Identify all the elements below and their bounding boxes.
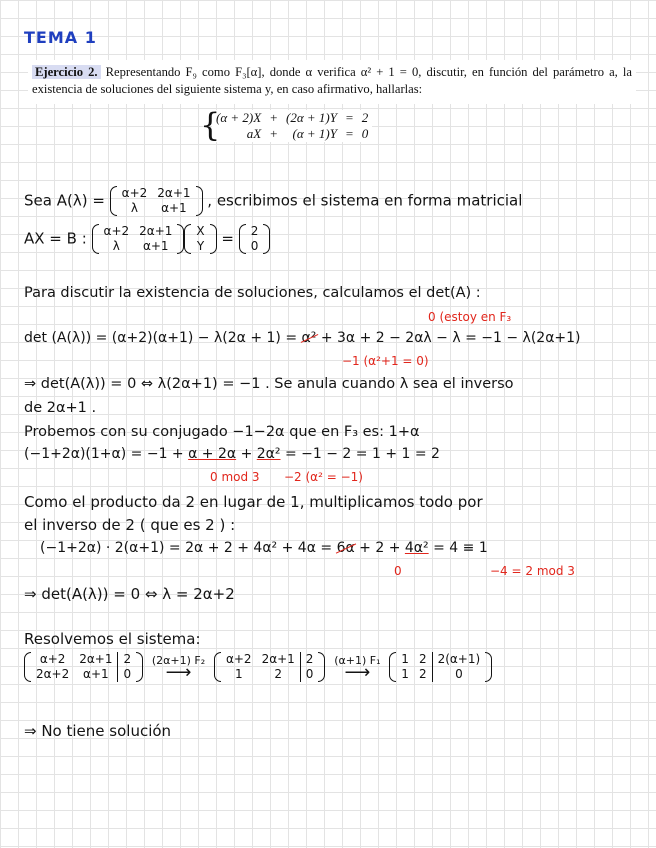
- matrix-cell: α+2: [39, 652, 66, 666]
- page-title: TEMA 1: [24, 28, 97, 47]
- matrix-cell: 2α+1: [261, 652, 295, 666]
- note-line-8: [24, 446, 440, 462]
- note-text: , escribimos el sistema en forma matricial: [207, 191, 523, 210]
- matrix-cell: 1: [401, 667, 409, 681]
- matrix-cell: 0: [118, 667, 136, 682]
- note-red-1: 0 (estoy en F₃: [428, 310, 512, 324]
- note-text: + 3α + 2 − 2αλ − λ = −1 − λ(2α+1): [320, 330, 581, 346]
- system-cell: 2: [361, 110, 369, 125]
- matrix-cell: 0: [300, 667, 318, 682]
- note-line-14: ⇒ No tiene solución: [24, 722, 172, 740]
- note-line-6: de 2α+1 .: [24, 400, 97, 416]
- matrix-cell: 2: [118, 652, 136, 667]
- note-text: AX = B :: [24, 229, 87, 248]
- note-text: det (A(λ)) = (α+2)(α+1) − λ(2α + 1) =: [24, 330, 298, 346]
- note-line-7: Probemos con su conjugado −1−2α que en F₃ es: 1+α: [24, 424, 420, 440]
- system-cell: +: [269, 126, 278, 141]
- note-line-5: ⇒ det(A(λ)) = 0 ⇔ λ(2α+1) = −1 . Se anula cuando λ sea el inverso: [24, 376, 514, 392]
- matrix-cell: α+1: [142, 239, 169, 253]
- system-cell: +: [269, 110, 278, 125]
- note-red-4: −2 (α² = −1): [284, 470, 363, 484]
- note-line-9: Como el producto da 2 en lugar de 1, multiplicamos todo por: [24, 493, 483, 511]
- equals-sign: =: [221, 229, 234, 248]
- matrix-cell: X: [196, 224, 205, 238]
- note-text: = −1 − 2 = 1 + 1 = 2: [284, 446, 440, 462]
- vector-B: [239, 224, 271, 254]
- system-brace: {: [200, 106, 221, 144]
- system-row-2: [212, 126, 372, 142]
- system-cell: =: [344, 110, 354, 125]
- note-line-2: [24, 224, 270, 254]
- note-text: Sea A(λ) =: [24, 191, 105, 210]
- note-text: (−1+2α) · 2(α+1) = 2α + 2 + 4α² + 4α =: [40, 540, 333, 556]
- augmented-matrix-3: [389, 652, 492, 682]
- system-row-1: [212, 110, 372, 126]
- matrix-cell: α+1: [83, 667, 109, 681]
- matrix-cell: 0: [250, 239, 259, 253]
- note-line-3: Para discutir la existencia de soluciones, calculamos el det(A) :: [24, 285, 481, 301]
- matrix-cell: α+2: [103, 224, 130, 238]
- system-cell: (α + 1)Y: [292, 126, 337, 141]
- matrix-cell: 2α+1: [139, 224, 173, 238]
- matrix-cell: α+2: [225, 652, 252, 666]
- note-line-4: [24, 330, 581, 346]
- matrix-A-copy: [92, 224, 185, 254]
- matrix-cell: α+2: [121, 186, 148, 200]
- note-line-11: [40, 540, 488, 556]
- matrix-cell: 2(α+1): [432, 652, 485, 667]
- note-red-2: −1 (α²+1 = 0): [342, 354, 429, 368]
- exercise-statement: [28, 60, 636, 104]
- note-text: = 4 ≡ 1: [433, 540, 488, 556]
- matrix-cell: 2: [250, 224, 259, 238]
- matrix-cell: 0: [432, 667, 485, 682]
- note-line-1: [24, 186, 522, 216]
- underlined-term: 4α²: [404, 540, 429, 556]
- note-line-10: el inverso de 2 ( que es 2 ) :: [24, 516, 236, 534]
- matrix-cell: 2α+2: [36, 667, 70, 681]
- matrix-A: [110, 186, 203, 216]
- augmented-matrix-2: [214, 652, 325, 682]
- matrix-cell: 2: [418, 652, 427, 666]
- matrix-cell: λ: [112, 239, 120, 253]
- matrix-cell: α+1: [161, 201, 187, 215]
- matrix-cell: 2: [274, 667, 282, 681]
- matrix-cell: 1: [401, 652, 409, 666]
- system-cell: (α + 2)X: [216, 110, 262, 125]
- exercise-text: Representando F₉ como F₃[α], donde α verifica α² + 1 = 0, discutir, en función del parámetro a, la existencia de soluciones del siguiente sistema y, en caso afirmativo, hallarlas:: [32, 65, 632, 96]
- system-cell: 0: [361, 126, 369, 141]
- augmented-matrix-1: [24, 652, 143, 682]
- struck-term: 6α: [336, 540, 355, 556]
- note-red-6: −4 = 2 mod 3: [490, 564, 575, 578]
- matrix-cell: 2: [300, 652, 318, 667]
- system-cell: (2α + 1)Y: [285, 110, 337, 125]
- vector-X: [184, 224, 216, 254]
- equation-system: [200, 106, 372, 144]
- note-text: (−1+2α)(1+α) = −1 +: [24, 446, 184, 462]
- matrix-cell: λ: [130, 201, 139, 215]
- note-red-5: 0: [394, 564, 402, 578]
- exercise-label: Ejercicio 2.: [32, 65, 101, 79]
- underlined-term: α + 2α: [188, 446, 237, 462]
- row-op-arrow-1: (2α+1) F₂ ⟶: [151, 653, 206, 683]
- note-line-13: Resolvemos el sistema:: [24, 630, 201, 648]
- row-op-label: (2α+1) F₂: [151, 653, 206, 667]
- matrix-cell: Y: [196, 239, 205, 253]
- matrix-cell: 2α+1: [79, 652, 113, 666]
- underlined-term: 2α²: [256, 446, 281, 462]
- struck-term: α²: [301, 330, 317, 346]
- matrix-cell: 1: [234, 667, 243, 681]
- note-line-12: ⇒ det(A(λ)) = 0 ⇔ λ = 2α+2: [24, 585, 235, 603]
- row-op-label: (α+1) F₁: [334, 653, 381, 667]
- system-cell: =: [344, 126, 354, 141]
- note-text: +: [240, 446, 253, 462]
- note-text: + 2 +: [359, 540, 401, 556]
- note-red-3: 0 mod 3: [210, 470, 260, 484]
- matrix-cell: 2α+1: [157, 186, 191, 200]
- matrix-cell: 2: [418, 667, 427, 681]
- system-cell: aX: [246, 126, 262, 141]
- row-reduction: [24, 652, 492, 682]
- row-op-arrow-2: (α+1) F₁ ⟶: [334, 653, 381, 683]
